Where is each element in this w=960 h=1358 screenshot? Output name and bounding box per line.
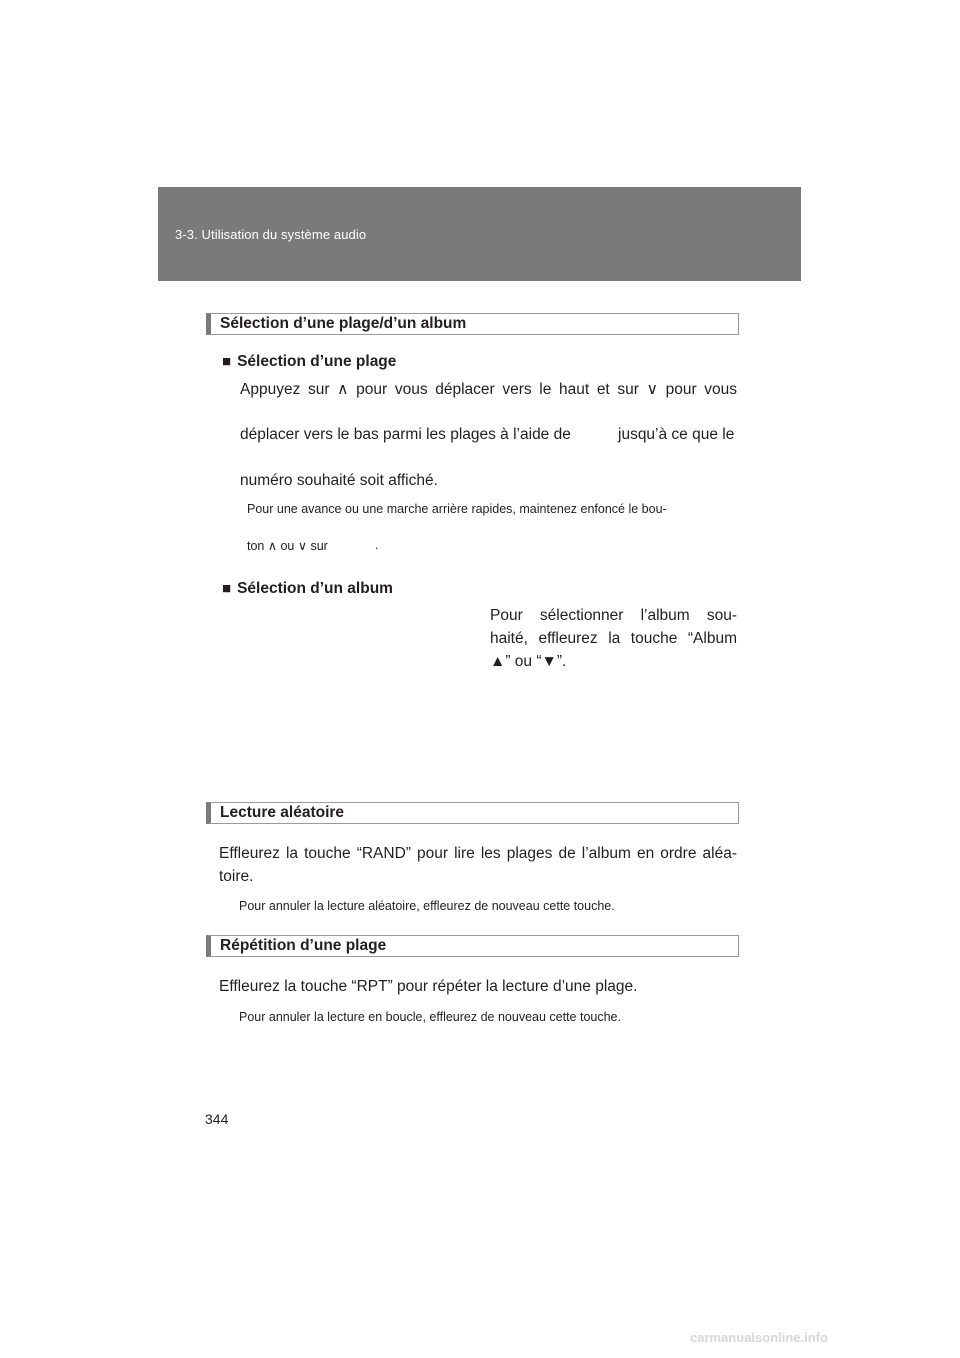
track-line-2a: déplacer vers le bas parmi les plages à l’aide de [240, 426, 571, 443]
album-line-1: Pour sélectionner l’album sou- [490, 607, 737, 624]
watermark: carmanualsonline.info [690, 1330, 828, 1345]
subheading-album-label: Sélection d’un album [237, 580, 393, 597]
repeat-line-1: Effleurez la touche “RPT” pour répéter la lecture d’une plage. [219, 978, 638, 995]
header-band [158, 187, 801, 281]
album-line-2: haité, effleurez la touche “Album [490, 630, 737, 647]
random-line-1: Effleurez la touche “RAND” pour lire les plages de l’album en ordre aléa- [219, 845, 737, 862]
track-line-1: Appuyez sur ∧ pour vous déplacer vers le haut et sur ∨ pour vous [240, 381, 737, 398]
heading-random: Lecture aléatoire [206, 802, 739, 824]
track-note-line-2-end: . [375, 538, 379, 552]
random-note: Pour annuler la lecture aléatoire, effleurez de nouveau cette touche. [239, 899, 615, 913]
random-line-2: toire. [219, 868, 254, 885]
repeat-note: Pour annuler la lecture en boucle, effleurez de nouveau cette touche. [239, 1010, 621, 1024]
track-line-2b: jusqu’à ce que le [618, 426, 735, 443]
section-title: 3-3. Utilisation du système audio [175, 227, 367, 242]
track-note-line-1: Pour une avance ou une marche arrière rapides, maintenez enfoncé le bou- [247, 502, 667, 516]
track-note-line-2: ton ∧ ou ∨ sur [247, 539, 328, 553]
square-bullet-icon: ■ [222, 353, 232, 370]
square-bullet-icon: ■ [222, 580, 232, 597]
subheading-track-label: Sélection d’une plage [237, 353, 397, 370]
subheading-album [222, 580, 393, 598]
album-line-3: ▲” ou “▼”. [490, 653, 567, 670]
heading-repeat: Répétition d’une plage [206, 935, 739, 957]
subheading-track [222, 353, 396, 371]
track-line-3: numéro souhaité soit affiché. [240, 472, 438, 489]
page-number: 344 [205, 1111, 229, 1127]
heading-select: Sélection d’une plage/d’un album [206, 313, 739, 335]
